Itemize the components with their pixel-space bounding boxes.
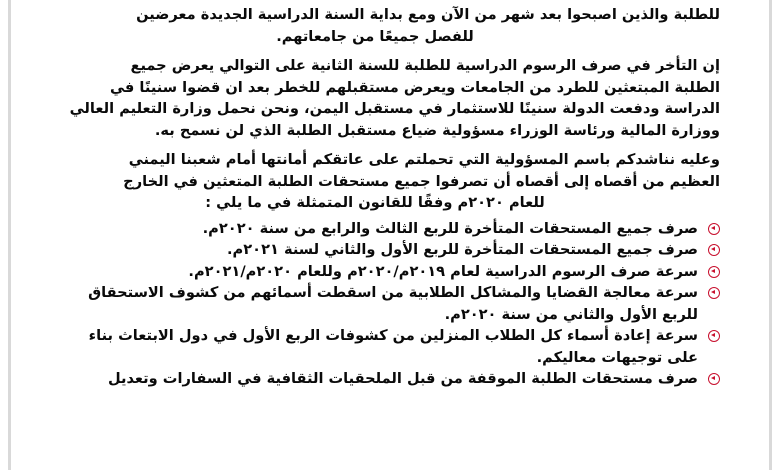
- list-item-text: صرف مستحقات الطلبة الموقفة من قبل الملحقيات الثقافية في السفارات وتعديل: [107, 370, 698, 387]
- paragraph-1: [30, 4, 720, 47]
- list-item-text: صرف جميع المستحقات المتأخرة للربع الأول والثاني لسنة ٢٠٢١م.: [227, 241, 698, 258]
- list-item-text: سرعة معالجة القضايا والمشاكل الطلابية من اسقطت أسمائهم من كشوف الاستحقاق: [88, 284, 698, 301]
- circled-left-arrow-icon: [708, 266, 720, 278]
- spacer: [30, 47, 720, 55]
- paragraph-line: إن التأخر في صرف الرسوم الدراسية للطلبة للسنة الثانية على التوالي يعرض جميع: [130, 57, 720, 74]
- paragraph-line: ووزارة المالية ورئاسة الوزراء مسؤولية ضياع مستقبل الطلبة الذي لن نسمح به.: [154, 121, 720, 139]
- page-edge-right: [769, 0, 772, 470]
- list-item-text: صرف جميع المستحقات المتأخرة للربع الثالث والرابع من سنة ٢٠٢٠م.: [202, 219, 698, 237]
- circled-left-arrow-icon: [708, 373, 720, 385]
- paragraph-line: الدراسة ودفعت الدولة سنينًا للاستثمار في مستقبل اليمن، ونحن نحمل وزارة التعليم العالي: [69, 100, 720, 117]
- list-item: [30, 282, 720, 325]
- list-item-text: على توجيهات معاليكم.: [536, 348, 698, 366]
- demands-list: [30, 218, 720, 390]
- list-item: [30, 239, 720, 261]
- list-item-text: للربع الأول والثاني من سنة ٢٠٢٠م.: [444, 305, 698, 323]
- paragraph-line: للعام ٢٠٢٠م وفقًا للقانون المتمثلة في ما يلي :: [205, 194, 545, 211]
- letter-body: [30, 4, 720, 390]
- circled-left-arrow-icon: [708, 287, 720, 299]
- list-item-text: سرعة صرف الرسوم الدراسية لعام ٢٠١٩م/٢٠٢٠م وللعام ٢٠٢٠م/٢٠٢١م.: [188, 262, 698, 280]
- list-item: [30, 218, 720, 240]
- paragraph-line: للطلبة والذين اصبحوا بعد شهر من الآن ومع بداية السنة الدراسية الجديدة معرضين: [136, 6, 720, 23]
- circled-left-arrow-icon: [708, 223, 720, 235]
- paragraph-line: وعليه نناشدكم باسم المسؤولية التي تحملتم على عاتقكم أمانتها أمام شعبنا اليمني: [128, 151, 720, 168]
- paragraph-3: [30, 149, 720, 214]
- paragraph-2: [30, 55, 720, 141]
- list-item: [30, 325, 720, 368]
- circled-left-arrow-icon: [708, 244, 720, 256]
- paragraph-line: للفصل جميعًا من جامعاتهم.: [276, 27, 474, 45]
- list-item: [30, 261, 720, 283]
- spacer: [30, 141, 720, 149]
- paragraph-line: العظيم من أقصاه إلى أقصاه أن تصرفوا جميع مستحقات الطلبة المتعثين في الخارج: [123, 172, 720, 190]
- paragraph-line: الطلبة المبتعثين للطرد من الجامعات ويعرض مستقبلهم للخطر بعد ان قضوا سنينًا في: [110, 78, 720, 96]
- list-item-text: سرعة إعادة أسماء كل الطلاب المنزلين من كشوفات الربع الأول في دول الابتعاث بناء: [88, 327, 698, 344]
- circled-left-arrow-icon: [708, 330, 720, 342]
- page-edge-left: [8, 0, 11, 470]
- list-item: [30, 368, 720, 390]
